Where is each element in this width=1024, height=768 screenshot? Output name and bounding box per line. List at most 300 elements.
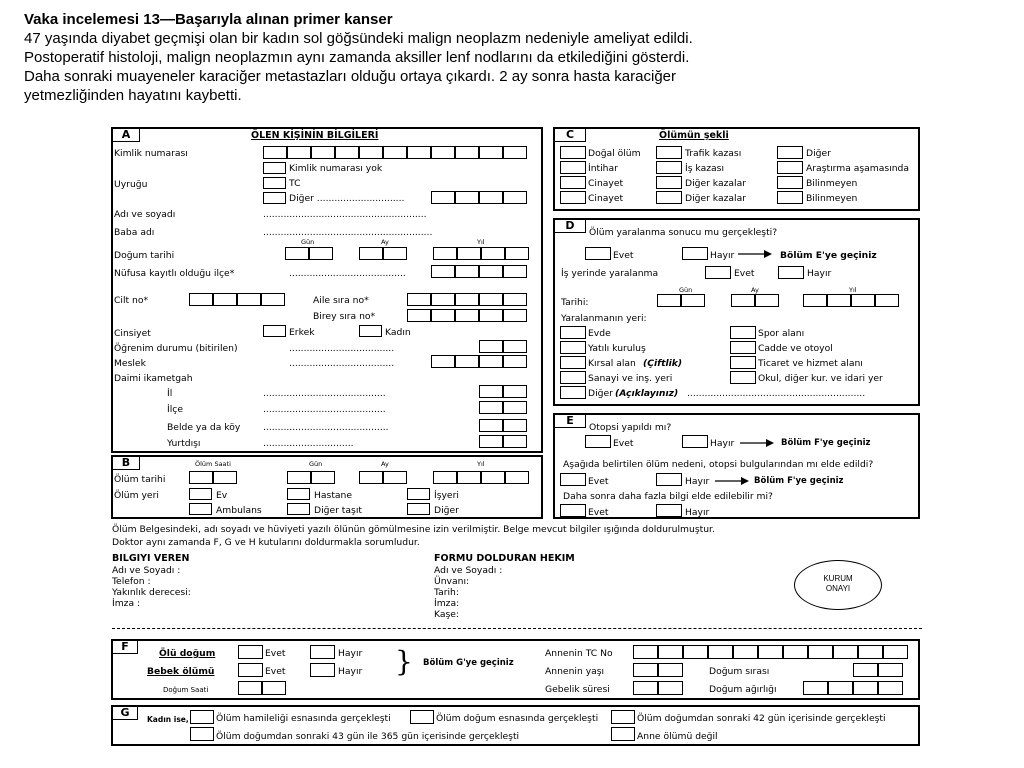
bilinmeyen-2-label: Bilinmeyen xyxy=(806,193,858,204)
aile-box[interactable] xyxy=(431,293,455,306)
case-line-1: 47 yaşında diyabet geçmişi olan bir kadın sol göğsündeki malign neoplazm nedeniyle ameliyat edildi. xyxy=(24,30,693,47)
nufus-code-box[interactable] xyxy=(431,265,455,278)
is-yerinde-evet-checkbox[interactable] xyxy=(705,266,731,279)
section-c-title: Ölümün şekli xyxy=(659,130,729,141)
is-yerinde-label: İş yerinde yaralanma xyxy=(561,268,659,279)
belge-note-1: Ölüm Belgesindeki, adı soyadı ve hüviyeti yazılı ölünün gömülmesine izin verilmiştir. Belge mevcut bilgiler ışığında doldurulmuştur. xyxy=(112,524,715,535)
uyruk-code-box[interactable] xyxy=(431,191,455,204)
otopsi-hayir-label: Hayır xyxy=(710,438,735,449)
meslek-code-box[interactable] xyxy=(503,355,527,368)
olu-dogum-label: Ölü doğum xyxy=(159,648,216,659)
aile-box[interactable] xyxy=(503,293,527,306)
neden-evet-checkbox[interactable] xyxy=(560,473,586,486)
diger-kazalar-2-checkbox[interactable] xyxy=(656,191,682,204)
olum-ay-box[interactable] xyxy=(383,471,407,484)
dogum-agirligi-label: Doğum ağırlığı xyxy=(709,684,777,695)
e-arrow-2-icon xyxy=(715,477,749,485)
bilgi-telefon-label: Telefon : xyxy=(112,576,151,587)
case-line-2: Postoperatif histoloji, malign neoplazmın aynı zamanda aksiller lenf nodlarını da etkilediğini gösterdi. xyxy=(24,49,690,66)
d-yil-box[interactable] xyxy=(803,294,827,307)
hekim-kase-label: Kaşe: xyxy=(434,609,460,620)
section-c-tag: C xyxy=(555,129,586,142)
adi-soyadi-label: Adı ve soyadı xyxy=(114,209,176,220)
yurtdisi-dots[interactable]: ............................... xyxy=(263,438,354,449)
g-opt3-checkbox[interactable] xyxy=(611,710,635,724)
evde-checkbox[interactable] xyxy=(560,326,586,339)
kimlik-digit-box[interactable] xyxy=(359,146,383,159)
kimlik-digit-box[interactable] xyxy=(479,146,503,159)
arastirma-label: Araştırma aşamasında xyxy=(806,163,910,174)
anne-tc-box[interactable] xyxy=(683,645,708,659)
d-yil-box[interactable] xyxy=(875,294,899,307)
aile-box[interactable] xyxy=(455,293,479,306)
cinayet-2-checkbox[interactable] xyxy=(560,191,586,204)
cinsiyet-label: Cinsiyet xyxy=(114,328,151,339)
d-yil-box[interactable] xyxy=(851,294,875,307)
otopsi-evet-checkbox[interactable] xyxy=(585,435,611,448)
g-opt2-checkbox[interactable] xyxy=(410,710,434,724)
d-evet-label: Evet xyxy=(613,250,634,261)
dogum-sirasi-label: Doğum sırası xyxy=(709,666,770,677)
meslek-code-box[interactable] xyxy=(479,355,503,368)
birey-box[interactable] xyxy=(479,309,503,322)
sanayi-checkbox[interactable] xyxy=(560,371,586,384)
d-tarihi-label: Tarihi: xyxy=(561,297,589,308)
annenin-tc-label: Annenin TC No xyxy=(545,648,613,659)
anne-yas-box[interactable] xyxy=(658,663,683,677)
meslek-label: Meslek xyxy=(114,358,146,369)
diger-kazalar-2-label: Diğer kazalar xyxy=(685,193,747,204)
birey-box[interactable] xyxy=(503,309,527,322)
section-a-title: ÖLEN KİŞİNİN BİLGİLERİ xyxy=(251,130,379,141)
evde-label: Evde xyxy=(588,328,611,339)
aile-label: Aile sıra no* xyxy=(313,295,369,306)
cinayet-checkbox[interactable] xyxy=(560,176,586,189)
g-opt5-label: Anne ölümü değil xyxy=(637,731,718,742)
is-yerinde-evet-label: Evet xyxy=(734,268,755,279)
belde-label: Belde ya da köy xyxy=(167,422,241,433)
erkek-label: Erkek xyxy=(289,327,315,338)
d-goto-label: Bölüm E'ye geçiniz xyxy=(780,250,877,261)
ogrenim-code-box[interactable] xyxy=(479,340,503,353)
aile-box[interactable] xyxy=(479,293,503,306)
gebelik-box[interactable] xyxy=(633,681,658,695)
tc-label: TC xyxy=(289,178,301,189)
g-opt5-checkbox[interactable] xyxy=(611,727,635,741)
e-question-3: Daha sonra daha fazla bilgi elde edilebilir mi? xyxy=(563,491,773,502)
dogum-saati-box[interactable] xyxy=(262,681,286,695)
olum-yeri-label: Ölüm yeri xyxy=(114,490,159,501)
kimlik-digit-box[interactable] xyxy=(287,146,311,159)
belge-note-2: Doktor aynı zamanda F, G ve H kutularını doldurmakla sorumludur. xyxy=(112,537,420,548)
d-hayir-checkbox[interactable] xyxy=(682,247,708,260)
daimi-label: Daimi ikametgah xyxy=(114,373,193,384)
dogum-yil-label: Yıl xyxy=(477,238,485,246)
birey-label: Birey sıra no* xyxy=(313,311,376,322)
annenin-yasi-label: Annenin yaşı xyxy=(545,666,605,677)
d-evet-checkbox[interactable] xyxy=(585,247,611,260)
kurum-onayi-stamp xyxy=(794,560,882,610)
olum-gun-box[interactable] xyxy=(287,471,311,484)
d-question: Ölüm yaralanma sonucu mu gerçekleşti? xyxy=(589,227,778,238)
g-opt1-label: Ölüm hamileliği esnasında gerçekleşti xyxy=(216,713,391,724)
g-opt4-checkbox[interactable] xyxy=(190,727,214,741)
meslek-dots[interactable]: .................................... xyxy=(289,358,395,369)
kimlik-digit-box[interactable] xyxy=(383,146,407,159)
d-gun-box[interactable] xyxy=(657,294,681,307)
olum-yil-box[interactable] xyxy=(481,471,505,484)
kimlik-digit-box[interactable] xyxy=(311,146,335,159)
section-g xyxy=(111,705,920,746)
fazla-hayir-label: Hayır xyxy=(685,507,710,518)
section-d-tag: D xyxy=(555,220,586,233)
case-line-4: yetmezliğinden hayatını kaybetti. xyxy=(24,87,242,104)
kimlik-digit-box[interactable] xyxy=(263,146,287,159)
kimlik-digit-box[interactable] xyxy=(407,146,431,159)
d-yil-box[interactable] xyxy=(827,294,851,307)
e-question-1: Otopsi yapıldı mı? xyxy=(589,422,672,433)
diger-tasit-label: Diğer taşıt xyxy=(314,505,362,516)
dogum-saati-label: Doğum Saati xyxy=(163,686,209,694)
okul-checkbox[interactable] xyxy=(730,371,756,384)
is-yerinde-hayir-label: Hayır xyxy=(807,268,832,279)
fazla-evet-label: Evet xyxy=(588,507,609,518)
dogum-gun-label: Gün xyxy=(301,238,315,246)
is-kazasi-label: İş kazası xyxy=(685,163,724,174)
ogrenim-label: Öğrenim durumu (bitirilen) xyxy=(114,343,238,354)
dogum-sirasi-box[interactable] xyxy=(878,663,903,677)
olum-saati-label: Ölüm Saati xyxy=(195,460,231,468)
is-yerinde-hayir-checkbox[interactable] xyxy=(778,266,804,279)
c-diger-checkbox[interactable] xyxy=(777,146,803,159)
dogum-ay-label: Ay xyxy=(381,238,389,246)
bebek-olumu-label: Bebek ölümü xyxy=(147,666,215,677)
dogum-sirasi-box[interactable] xyxy=(853,663,878,677)
kimlik-digit-box[interactable] xyxy=(335,146,359,159)
dogum-ay-box[interactable] xyxy=(359,247,383,260)
belde-code-box[interactable] xyxy=(503,419,527,432)
olum-ay-box[interactable] xyxy=(359,471,383,484)
hekim-imza-label: İmza: xyxy=(434,598,460,609)
anne-tc-box[interactable] xyxy=(883,645,908,659)
dogum-ay-box[interactable] xyxy=(383,247,407,260)
yatili-label: Yatılı kuruluş xyxy=(588,343,646,354)
f-goto-label: Bölüm G'ye geçiniz xyxy=(423,658,514,668)
olum-yeri-diger-label: Diğer xyxy=(434,505,459,516)
hekim-tarih-label: Tarih: xyxy=(434,587,459,598)
bilgi-veren-title: BILGIYI VEREN xyxy=(112,553,190,564)
spor-label: Spor alanı xyxy=(758,328,805,339)
neden-hayir-label: Hayır xyxy=(685,476,710,487)
bebek-olumu-hayir-checkbox[interactable] xyxy=(310,663,335,677)
d-diger-label: Diğer xyxy=(588,388,613,399)
nufus-code-box[interactable] xyxy=(455,265,479,278)
gebelik-box[interactable] xyxy=(658,681,683,695)
olum-gun-label: Gün xyxy=(309,460,323,468)
d-ay-label: Ay xyxy=(751,286,759,294)
bilinmeyen-2-checkbox[interactable] xyxy=(777,191,803,204)
olu-dogum-evet-label: Evet xyxy=(265,648,286,659)
dogum-yil-box[interactable] xyxy=(505,247,529,260)
anne-tc-box[interactable] xyxy=(833,645,858,659)
erkek-checkbox[interactable] xyxy=(263,325,286,337)
e-goto-2-label: Bölüm F'ye geçiniz xyxy=(754,476,844,486)
agirlik-box[interactable] xyxy=(878,681,903,695)
olu-dogum-hayir-checkbox[interactable] xyxy=(310,645,335,659)
anne-yas-box[interactable] xyxy=(633,663,658,677)
kimlik-label: Kimlik numarası xyxy=(114,148,188,159)
olum-yeri-diger-checkbox[interactable] xyxy=(407,503,430,515)
e-arrow-icon xyxy=(740,439,774,447)
bilinmeyen-label: Bilinmeyen xyxy=(806,178,858,189)
d-ay-box[interactable] xyxy=(755,294,779,307)
ilce-label: İlçe xyxy=(167,404,183,415)
il-code-box[interactable] xyxy=(503,385,527,398)
ev-label: Ev xyxy=(216,490,228,501)
trafik-kazasi-checkbox[interactable] xyxy=(656,146,682,159)
hekim-title: FORMU DOLDURAN HEKIM xyxy=(434,553,575,564)
fazla-evet-checkbox[interactable] xyxy=(560,504,586,517)
ogrenim-code-box[interactable] xyxy=(503,340,527,353)
hastane-label: Hastane xyxy=(314,490,353,501)
olu-dogum-evet-checkbox[interactable] xyxy=(238,645,263,659)
baba-adi-label: Baba adı xyxy=(114,227,155,238)
dogum-tarihi-label: Doğum tarihi xyxy=(114,250,175,261)
dogum-yil-box[interactable] xyxy=(433,247,457,260)
c-diger-label: Diğer xyxy=(806,148,831,159)
section-f-tag: F xyxy=(113,641,138,654)
case-line-3: Daha sonraki muayeneler karaciğer metastazları olduğu ortaya çıkardı. 2 ay sonra hasta karaciğer xyxy=(24,68,676,85)
olum-yil-label: Yıl xyxy=(477,460,485,468)
section-f xyxy=(111,639,920,700)
uyruk-code-box[interactable] xyxy=(479,191,503,204)
cilt-label: Cilt no* xyxy=(114,295,149,306)
dogal-olum-checkbox[interactable] xyxy=(560,146,586,159)
birey-box[interactable] xyxy=(407,309,431,322)
g-opt4-label: Ölüm doğumdan sonraki 43 gün ile 365 gün içerisinde gerçekleşti xyxy=(216,731,520,742)
isyeri-checkbox[interactable] xyxy=(407,488,430,500)
hastane-checkbox[interactable] xyxy=(287,488,310,500)
uyruk-code-box[interactable] xyxy=(503,191,527,204)
kimlik-yok-checkbox[interactable] xyxy=(263,162,286,174)
uyruk-diger-label: Diğer .............................. xyxy=(289,193,405,204)
g-opt3-label: Ölüm doğumdan sonraki 42 gün içerisinde gerçekleşti xyxy=(637,713,886,724)
birey-box[interactable] xyxy=(431,309,455,322)
kadin-checkbox[interactable] xyxy=(359,325,382,337)
cilt-box[interactable] xyxy=(213,293,237,306)
kimlik-digit-box[interactable] xyxy=(503,146,527,159)
anne-tc-box[interactable] xyxy=(708,645,733,659)
kirsal-checkbox[interactable] xyxy=(560,356,586,369)
d-ay-box[interactable] xyxy=(731,294,755,307)
olum-yil-box[interactable] xyxy=(433,471,457,484)
tc-checkbox[interactable] xyxy=(263,177,286,189)
agirlik-box[interactable] xyxy=(803,681,828,695)
kadin-label: Kadın xyxy=(385,327,411,338)
section-a xyxy=(111,127,543,453)
bilgi-imza-label: İmza : xyxy=(112,598,141,609)
nufus-label: Nüfusa kayıtlı olduğu ilçe* xyxy=(114,268,235,279)
section-d xyxy=(553,218,920,406)
baba-adi-dots[interactable]: .......................................................... xyxy=(263,227,433,238)
isyeri-label: İşyeri xyxy=(434,490,459,501)
bebek-olumu-evet-label: Evet xyxy=(265,666,286,677)
bilgi-yakinlik-label: Yakınlık derecesi: xyxy=(112,587,191,598)
bilinmeyen-checkbox[interactable] xyxy=(777,176,803,189)
belde-code-box[interactable] xyxy=(479,419,503,432)
bilgi-adi-label: Adı ve Soyadı : xyxy=(112,565,181,576)
meslek-code-box[interactable] xyxy=(455,355,479,368)
birey-box[interactable] xyxy=(455,309,479,322)
dogal-olum-label: Doğal ölüm xyxy=(588,148,641,159)
g-opt1-checkbox[interactable] xyxy=(190,710,214,724)
kirsal-label: Kırsal alan xyxy=(588,358,636,369)
cilt-box[interactable] xyxy=(189,293,213,306)
kurum-label: KURUM xyxy=(823,574,853,583)
uyruk-code-box[interactable] xyxy=(455,191,479,204)
diger-kazalar-label: Diğer kazalar xyxy=(685,178,747,189)
anne-tc-box[interactable] xyxy=(658,645,683,659)
section-b xyxy=(111,455,543,519)
anne-tc-box[interactable] xyxy=(633,645,658,659)
olum-saat-box[interactable] xyxy=(213,471,237,484)
section-b-tag: B xyxy=(113,457,140,470)
section-e xyxy=(553,413,920,519)
olum-yil-box[interactable] xyxy=(457,471,481,484)
spor-checkbox[interactable] xyxy=(730,326,756,339)
hekim-unvan-label: Ünvanı: xyxy=(434,576,470,587)
ogrenim-dots[interactable]: .................................... xyxy=(289,343,395,354)
ticaret-label: Ticaret ve hizmet alanı xyxy=(758,358,863,369)
ciftlik-label: (Çiftlik) xyxy=(643,358,683,369)
otopsi-hayir-checkbox[interactable] xyxy=(682,435,708,448)
yurtdisi-code-box[interactable] xyxy=(479,435,503,448)
section-c xyxy=(553,127,920,211)
okul-label: Okul, diğer kur. ve idari yer xyxy=(758,373,883,384)
gebelik-label: Gebelik süresi xyxy=(545,684,610,695)
dogum-yil-box[interactable] xyxy=(457,247,481,260)
yurtdisi-label: Yurtdışı xyxy=(167,438,201,449)
il-code-box[interactable] xyxy=(479,385,503,398)
agirlik-box[interactable] xyxy=(828,681,853,695)
neden-hayir-checkbox[interactable] xyxy=(656,473,682,486)
ilce-code-box[interactable] xyxy=(479,401,503,414)
il-dots[interactable]: .......................................... xyxy=(263,388,386,399)
olum-saat-box[interactable] xyxy=(189,471,213,484)
sanayi-label: Sanayi ve inş. yeri xyxy=(588,373,673,384)
cinayet-label: Cinayet xyxy=(588,178,624,189)
anne-tc-box[interactable] xyxy=(808,645,833,659)
bebek-olumu-evet-checkbox[interactable] xyxy=(238,663,263,677)
arastirma-checkbox[interactable] xyxy=(777,161,803,174)
nufus-dots[interactable]: ........................................ xyxy=(289,268,406,279)
yaralanma-yeri-label: Yaralanmanın yeri: xyxy=(561,313,647,324)
il-label: İl xyxy=(167,388,173,399)
cadde-checkbox[interactable] xyxy=(730,341,756,354)
e-goto-label: Bölüm F'ye geçiniz xyxy=(781,438,871,448)
onayi-label: ONAYI xyxy=(825,584,851,593)
aile-box[interactable] xyxy=(407,293,431,306)
ambulans-checkbox[interactable] xyxy=(189,503,212,515)
cilt-box[interactable] xyxy=(237,293,261,306)
adi-soyadi-dots[interactable]: ........................................................ xyxy=(263,209,427,220)
hekim-adi-label: Adı ve Soyadı : xyxy=(434,565,503,576)
olum-gun-box[interactable] xyxy=(311,471,335,484)
olum-yil-box[interactable] xyxy=(505,471,529,484)
ev-checkbox[interactable] xyxy=(189,488,212,500)
diger-tasit-checkbox[interactable] xyxy=(287,503,310,515)
kimlik-digit-box[interactable] xyxy=(431,146,455,159)
agirlik-box[interactable] xyxy=(853,681,878,695)
kimlik-yok-label: Kimlik numarası yok xyxy=(289,163,383,174)
dogum-gun-box[interactable] xyxy=(285,247,309,260)
case-heading xyxy=(24,10,1004,105)
meslek-code-box[interactable] xyxy=(431,355,455,368)
anne-tc-box[interactable] xyxy=(858,645,883,659)
dogum-yil-box[interactable] xyxy=(481,247,505,260)
olu-dogum-hayir-label: Hayır xyxy=(338,648,363,659)
fazla-hayir-checkbox[interactable] xyxy=(656,504,682,517)
cadde-label: Cadde ve otoyol xyxy=(758,343,833,354)
d-gun-box[interactable] xyxy=(681,294,705,307)
is-kazasi-checkbox[interactable] xyxy=(656,161,682,174)
anne-tc-box[interactable] xyxy=(758,645,783,659)
section-a-tag: A xyxy=(113,129,140,142)
case-title: Vaka incelemesi 13—Başarıyla alınan primer kanser xyxy=(24,11,393,28)
uyrugu-label: Uyruğu xyxy=(114,179,148,190)
dogum-gun-box[interactable] xyxy=(309,247,333,260)
d-gun-label: Gün xyxy=(679,286,693,294)
yatili-checkbox[interactable] xyxy=(560,341,586,354)
nufus-code-box[interactable] xyxy=(479,265,503,278)
intihar-checkbox[interactable] xyxy=(560,161,586,174)
yurtdisi-code-box[interactable] xyxy=(503,435,527,448)
ticaret-checkbox[interactable] xyxy=(730,356,756,369)
intihar-label: İntihar xyxy=(588,163,618,174)
cilt-box[interactable] xyxy=(261,293,285,306)
section-g-tag: G xyxy=(113,707,138,720)
nufus-code-box[interactable] xyxy=(503,265,527,278)
d-hayir-label: Hayır xyxy=(710,250,735,261)
section-e-tag: E xyxy=(555,415,586,428)
bebek-olumu-hayir-label: Hayır xyxy=(338,666,363,677)
olum-tarihi-label: Ölüm tarihi xyxy=(114,474,166,485)
cinayet-2-label: Cinayet xyxy=(588,193,624,204)
neden-evet-label: Evet xyxy=(588,476,609,487)
anne-tc-box[interactable] xyxy=(733,645,758,659)
otopsi-evet-label: Evet xyxy=(613,438,634,449)
diger-kazalar-checkbox[interactable] xyxy=(656,176,682,189)
d-diger-dots[interactable]: ............................................................. xyxy=(687,388,866,399)
dogum-saati-box[interactable] xyxy=(238,681,262,695)
g-opt2-label: Ölüm doğum esnasında gerçekleşti xyxy=(436,713,599,724)
kadin-ise-label: Kadın ise, xyxy=(147,715,189,724)
e-question-2: Aşağıda belirtilen ölüm nedeni, otopsi bulgularından mı elde edildi? xyxy=(563,459,874,470)
d-yil-label: Yıl xyxy=(849,286,857,294)
trafik-kazasi-label: Trafik kazası xyxy=(685,148,742,159)
kimlik-digit-box[interactable] xyxy=(455,146,479,159)
ambulans-label: Ambulans xyxy=(216,505,262,516)
ilce-dots[interactable]: .......................................... xyxy=(263,404,386,415)
aciklayiniz-label: (Açıklayınız) xyxy=(615,388,679,399)
d-diger-checkbox[interactable] xyxy=(560,386,586,399)
belde-dots[interactable]: ........................................... xyxy=(263,422,389,433)
uyruk-diger-checkbox[interactable] xyxy=(263,192,286,204)
olum-ay-label: Ay xyxy=(381,460,389,468)
ilce-code-box[interactable] xyxy=(503,401,527,414)
brace-icon: } xyxy=(395,645,413,678)
anne-tc-box[interactable] xyxy=(783,645,808,659)
